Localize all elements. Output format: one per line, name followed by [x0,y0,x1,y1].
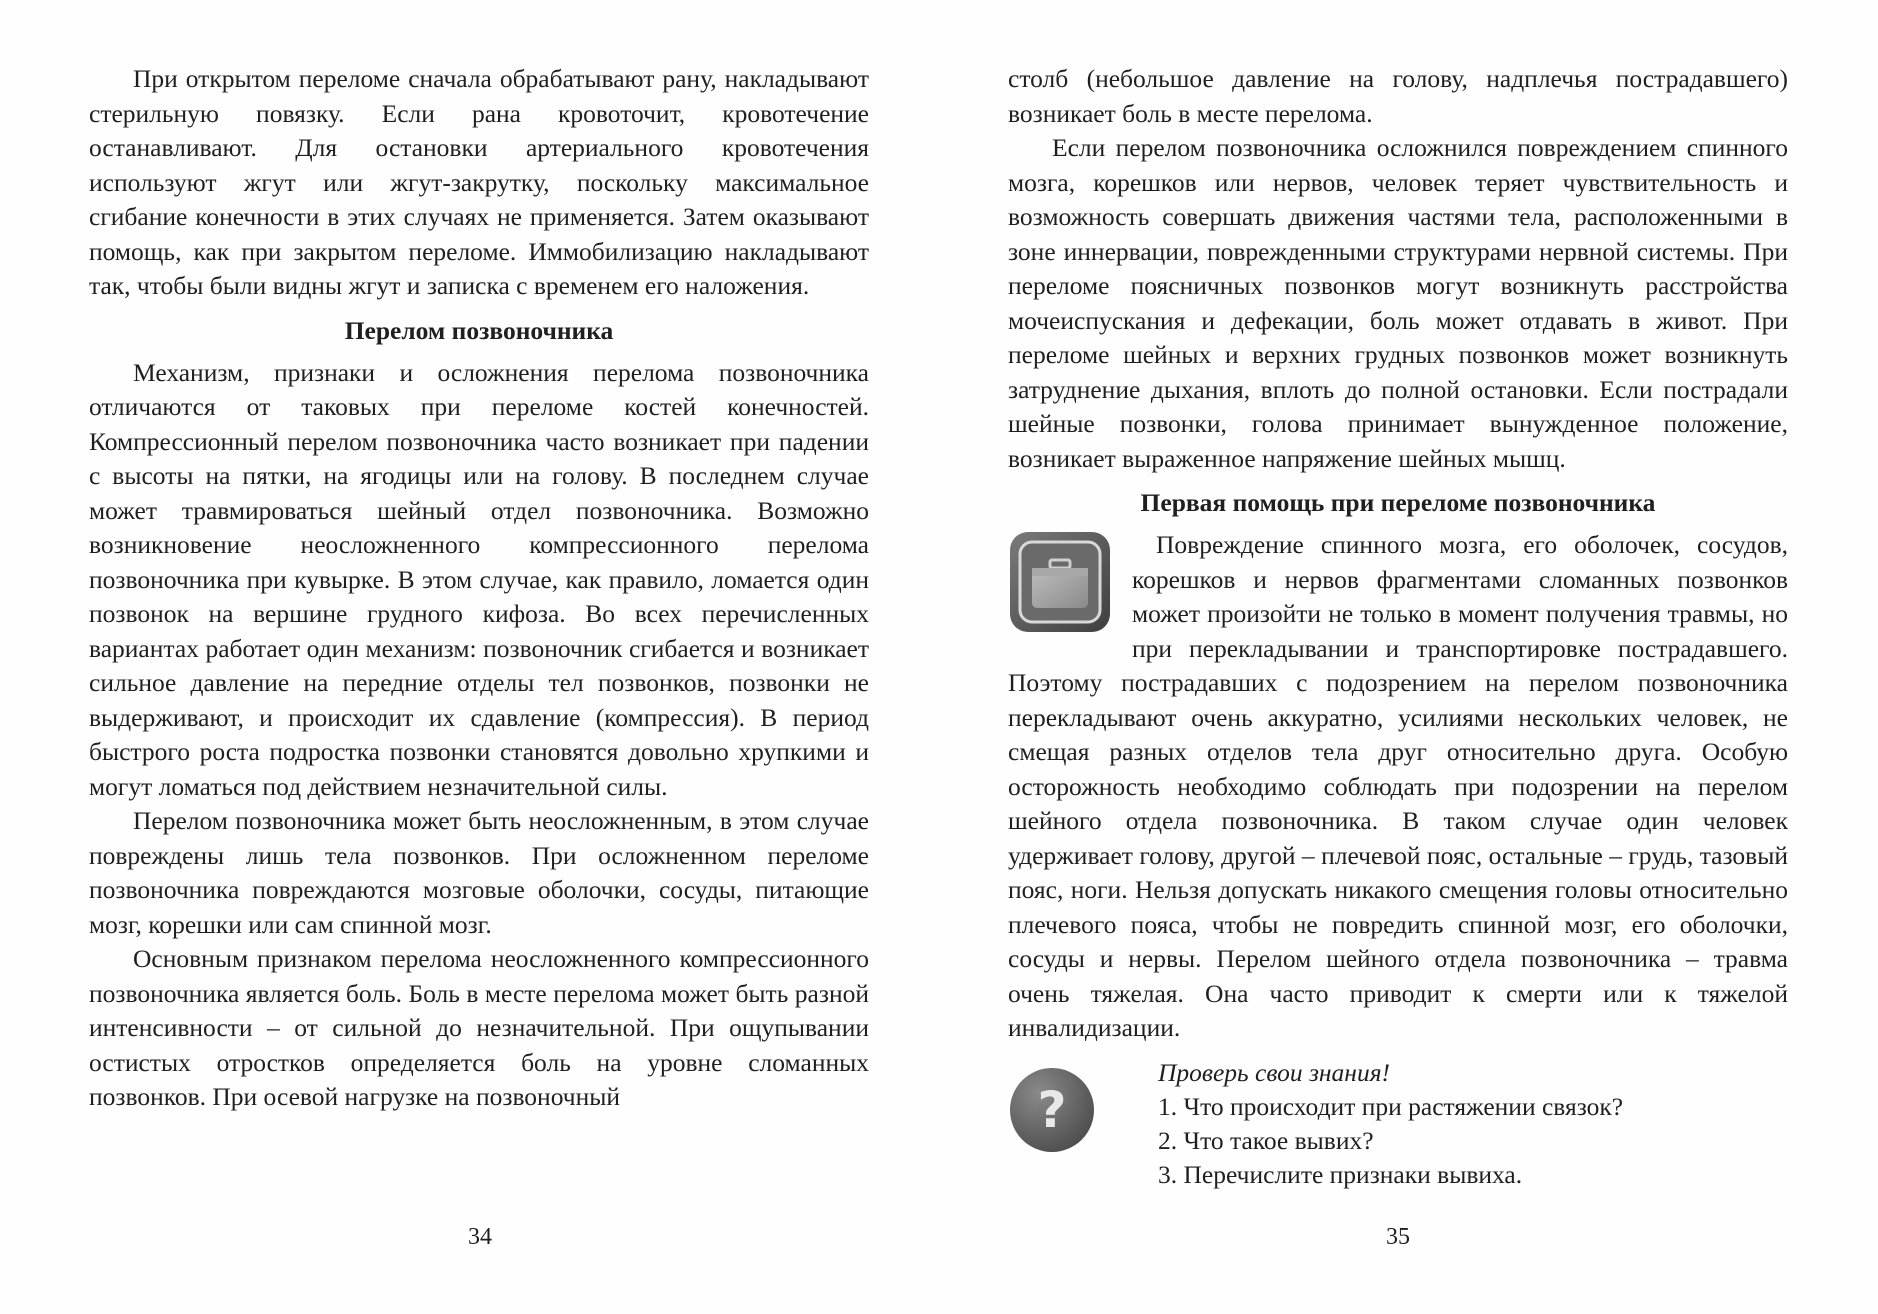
paragraph: Механизм, признаки и осложнения перелома позвоночника отличаются от таковых при переломе костей конечностей. Компрессионный перелом позвоночника часто возникает при падении с высоты на пятки, на ягодицы или на голову. В последнем случае может травмироваться шейный отдел позвоночника. Возможно возникновение неосложненного компрессионного перелома позвоночника при кувырке. В этом случае, как правило, ломается один позвонок на вершине грудного кифоза. Во всех перечисленных вариантах работает один механизм: позвоночник сгибается и возникает сильное давление на передние отделы тел позвонков, позвонки не выдерживают, и происходит их сдавление (компрессия). В период быстрого роста подростка позвонки становятся довольно хрупкими и могут ломаться под действием незначительной силы. [89,357,869,801]
check-title: Проверь свои знания! [1158,1057,1391,1087]
questions-list [1158,1056,1788,1192]
paragraph: При открытом переломе сначала обрабатывают рану, накладывают стерильную повязку. Если рана кровоточит, кровотечение останавливают. Для остановки артериального кровотечения используют жгут или жгут-закрутку, поскольку максимальное сгибание конечности в этих случаях не применяется. Затем оказывают помощь, как при закрытом переломе. Иммобилизацию накладывают так, чтобы были видны жгут и записка с временем его наложения. [89,64,869,300]
paragraph: Основным признаком перелома неосложненного компрессионного позвоночника является боль. Боль в месте перелома может быть разной интенсивности – от сильной до незначительной. При ощупывании остистых отростков определяется боль на уровне сломанных позвонков. При осевой нагрузке на позвоночный [89,944,869,1111]
question-mark-icon [1008,1066,1096,1154]
list-item: 3. Перечислите признаки вывиха. [1158,1159,1523,1189]
svg-text:?: ? [1037,1080,1067,1139]
first-aid-block [1008,528,1788,1046]
paragraph-continued: столб (небольшое давление на голову, надплечья пострадавшего) возникает боль в месте перелома. [1008,64,1788,128]
left-page [89,62,869,1115]
page-number-right: 35 [1386,1224,1410,1250]
page-number-left: 34 [468,1224,492,1250]
list-item: 1. Что происходит при растяжении связок? [1158,1091,1624,1121]
check-knowledge-block [1008,1056,1788,1196]
paragraph: Если перелом позвоночника осложнился повреждением спинного мозга, корешков или нервов, человек теряет чувствительность и возможность совершать движения частями тела, расположенными в зоне иннервации, поврежденными структурами нервной системы. При переломе поясничных позвонков могут возникнуть расстройства мочеиспускания и дефекации, боль может отдавать в живот. При переломе шейных и верхних грудных позвонков может возникнуть затруднение дыхания, вплоть до полной остановки. Если пострадали шейные позвонки, голова принимает вынужденное положение, возникает выраженное напряжение шейных мышц. [1008,133,1788,473]
paragraph: Повреждение спинного мозга, его оболочек, сосудов, корешков и нервов фрагментами сломанных позвонков может произойти не только в момент получения травмы, но при перекладывании и транспортировке пострадавшего. Поэтому пострадавших с подозрением на перелом позвоночника перекладывают очень аккуратно, усилиями нескольких человек, не смещая разных отделов тела друг относительно друга. Особую осторожность необходимо соблюдать при подозрении на перелом шейного отдела позвоночника. В таком случае один человек удерживает голову, другой – плечевой пояс, остальные – грудь, тазовый пояс, ноги. Нельзя допускать никакого смещения головы относительно плечевого пояса, чтобы не повредить спинной мозг, его оболочки, сосуды и нервы. Перелом шейного отдела позвоночника – травма очень тяжелая. Она часто приводит к смерти или к тяжелой инвалидизации. [1008,530,1788,1042]
list-item: 2. Что такое вывих? [1158,1125,1374,1155]
right-page [1008,62,1788,1196]
paragraph: Перелом позвоночника может быть неосложненным, в этом случае повреждены лишь тела позвонков. При осложненном переломе позвоночника повреждаются мозговые оболочки, сосуды, питающие мозг, корешки или сам спинной мозг. [89,806,869,939]
first-aid-kit-icon [1008,530,1112,634]
section-heading: Первая помощь при переломе позвоночника [1140,488,1656,517]
section-heading: Перелом позвоночника [344,315,614,345]
